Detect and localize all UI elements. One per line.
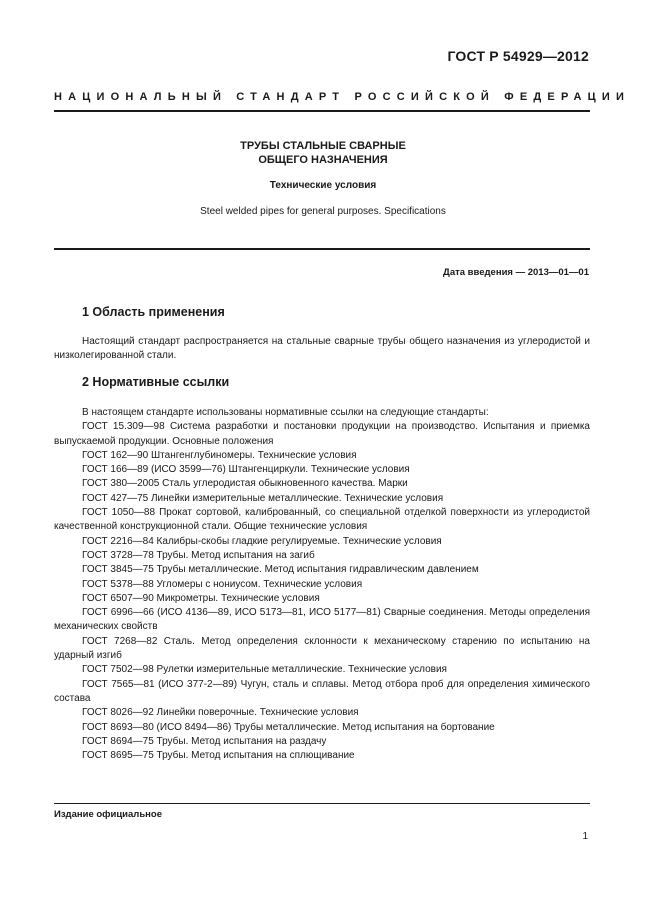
ref-item: ГОСТ 380—2005 Сталь углеродистая обыкновенного качества. Марки <box>82 478 408 490</box>
ref-item: ГОСТ 7268—82 Сталь. Метод определения склонности к механическому старению по испытанию на ударный изгиб <box>54 635 590 662</box>
ref-item: ГОСТ 8694—75 Трубы. Метод испытания на раздачу <box>82 735 327 747</box>
ref-item: ГОСТ 6507—90 Микрометры. Технические условия <box>82 592 320 604</box>
scope-paragraph: Настоящий стандарт распространяется на стальные сварные трубы общего назначения из углеродистой и низколегированной стали. <box>54 336 590 362</box>
ref-item: ГОСТ 8026—92 Линейки поверочные. Технические условия <box>82 707 359 719</box>
ref-item: ГОСТ 6996—66 (ИСО 4136—89, ИСО 5173—81, ИСО 5177—81) Сварные соединения. Методы определения механических свойств <box>54 607 590 633</box>
ref-item: ГОСТ 427—75 Линейки измерительные металлические. Технические условия <box>82 492 444 504</box>
ref-item: ГОСТ 166—89 (ИСО 3599—76) Штангенциркули. Технические условия <box>82 464 410 476</box>
ref-item: ГОСТ 15.309—98 Система разработки и постановки продукции на производство. Испытания и приемка выпускаемой продукции. Основные положения <box>54 421 590 447</box>
ref-item: ГОСТ 162—90 Штангенглубиномеры. Технические условия <box>82 449 357 461</box>
section-scope-heading: 1 Область применения <box>82 305 225 319</box>
section-refs-heading: 2 Нормативные ссылки <box>82 375 230 389</box>
english-title: Steel welded pipes for general purposes. Specifications <box>200 206 446 217</box>
national-standard-banner: НАЦИОНАЛЬНЫЙ СТАНДАРТ РОССИЙСКОЙ ФЕДЕРАЦИИ <box>54 91 631 103</box>
section-scope-text <box>54 335 590 364</box>
title-line-2: ОБЩЕГО НАЗНАЧЕНИЯ <box>258 154 388 166</box>
ref-item: ГОСТ 8693—80 (ИСО 8494—86) Трубы металлические. Метод испытания на бортование <box>82 721 495 733</box>
title-divider <box>54 248 590 250</box>
page-number: 1 <box>582 831 588 842</box>
refs-intro: В настоящем стандарте использованы нормативные ссылки на следующие стандарты: <box>82 407 489 418</box>
footer-divider <box>54 803 590 804</box>
ref-item: ГОСТ 8695—75 Трубы. Метод испытания на сплющивание <box>82 750 355 762</box>
top-divider <box>54 110 590 112</box>
ref-item: ГОСТ 5378—88 Угломеры с нониусом. Технические условия <box>82 578 363 590</box>
effective-date: Дата введения — 2013—01—01 <box>443 267 589 278</box>
normative-references <box>54 406 590 763</box>
subtitle: Технические условия <box>269 180 377 191</box>
document-code: ГОСТ Р 54929—2012 <box>447 48 589 64</box>
ref-item: ГОСТ 2216—84 Калибры-скобы гладкие регулируемые. Технические условия <box>82 535 442 547</box>
ref-item: ГОСТ 7565—81 (ИСО 377-2—89) Чугун, сталь и сплавы. Метод отбора проб для определения химического состава <box>54 678 590 704</box>
ref-item: ГОСТ 3845—75 Трубы металлические. Метод испытания гидравлическим давлением <box>82 564 479 576</box>
ref-item: ГОСТ 1050—88 Прокат сортовой, калиброванный, со специальной отделкой поверхности из углеродистой качественной конструкционной стали. Общие технические условия <box>54 507 590 533</box>
title-line-1: ТРУБЫ СТАЛЬНЫЕ СВАРНЫЕ <box>240 140 406 152</box>
ref-item: ГОСТ 7502—98 Рулетки измерительные металлические. Технические условия <box>82 664 447 676</box>
ref-item: ГОСТ 3728—78 Трубы. Метод испытания на загиб <box>82 549 315 561</box>
official-edition-label: Издание официальное <box>54 809 162 820</box>
